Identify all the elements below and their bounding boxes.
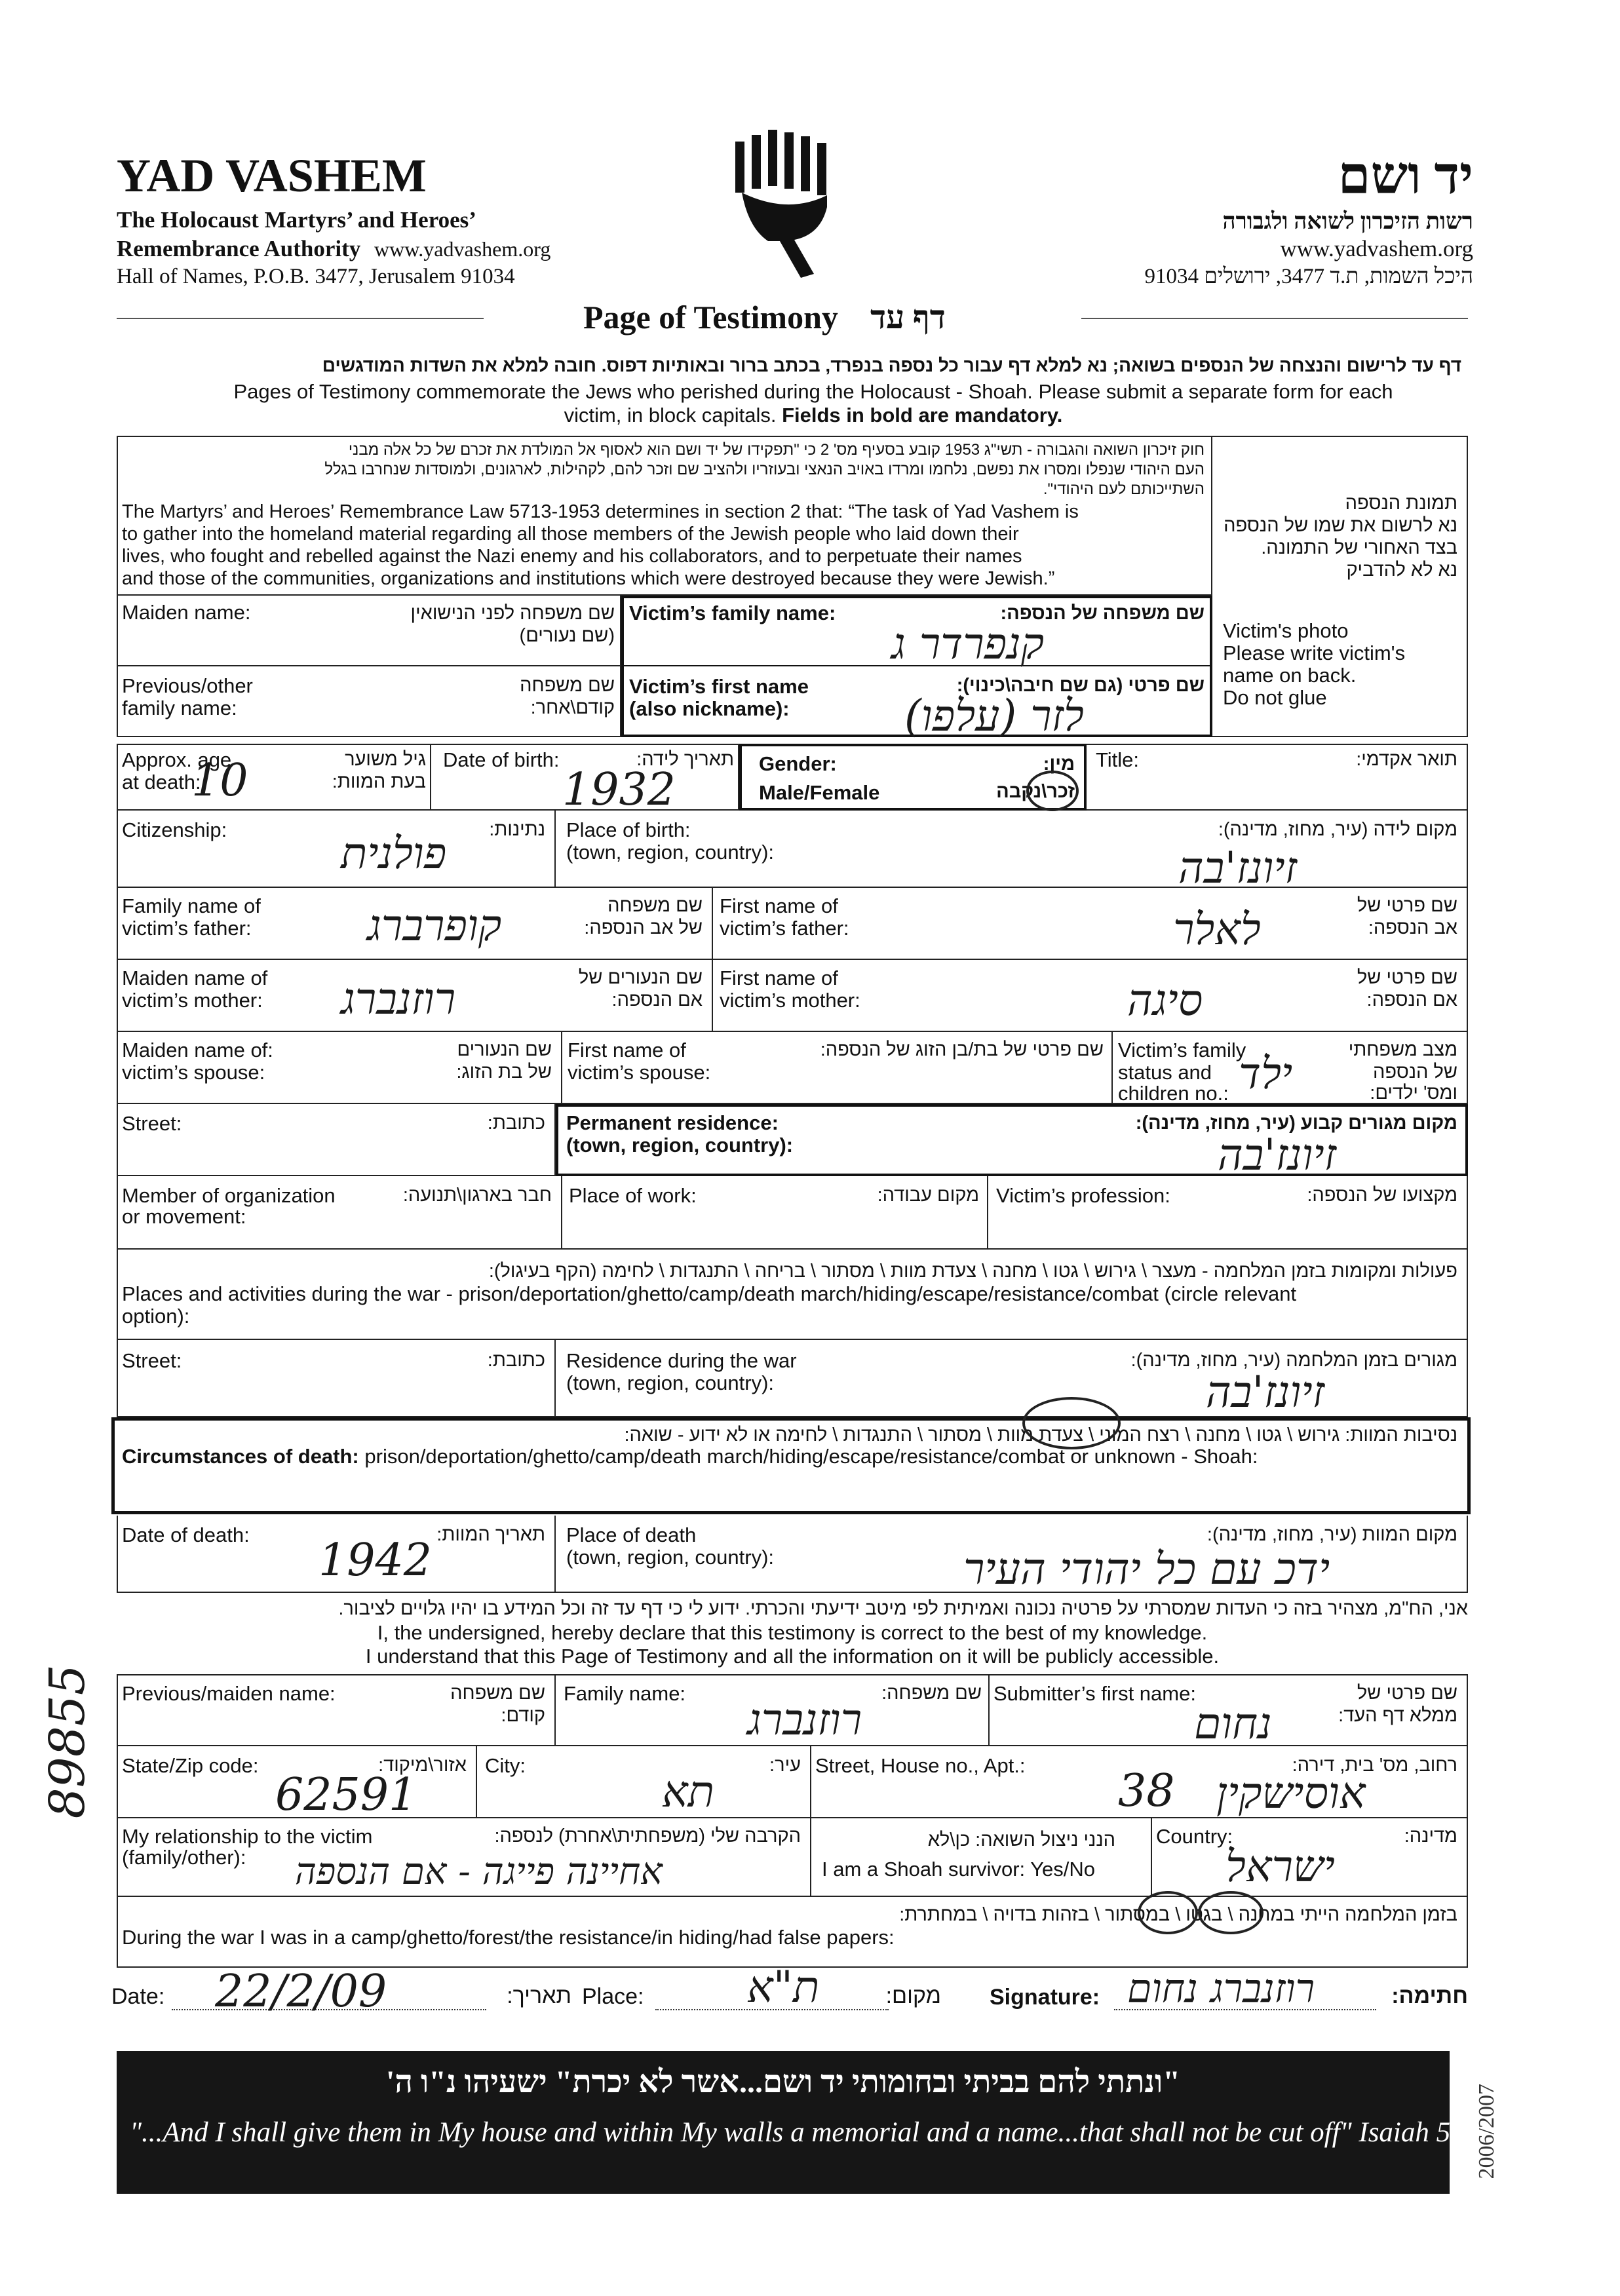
place-label-he: מקום: — [885, 1983, 941, 2008]
city-field[interactable] — [477, 1746, 811, 1818]
city-value: תא — [662, 1767, 714, 1817]
age-label-en-1: Approx. age — [122, 748, 232, 771]
age-value: 10 — [191, 755, 248, 807]
sub-first-label-he-2: ממלא דף העד: — [1338, 1705, 1457, 1726]
pod-label-en-1: Place of death — [566, 1523, 697, 1546]
sub-first-value: נחום — [1194, 1698, 1272, 1749]
street-label-en: Street: — [122, 1112, 182, 1135]
street2-label-en: Street: — [122, 1349, 182, 1372]
country-label-en: Country: — [1156, 1825, 1233, 1848]
photo-en-1: Victim's photo — [1223, 619, 1349, 642]
maiden-label-en: Maiden name: — [122, 601, 251, 624]
dob-label-en: Date of birth: — [443, 748, 560, 771]
city-label-he: עיר: — [769, 1755, 801, 1776]
citizenship-label-en: Citizenship: — [122, 818, 227, 841]
circumstances-label-he: נסיבות המוות: גירוש \ גטו \ מחנה \ רצח המוני \ צעדת מוות \ מסתור \ התנגדות \ לחימה או לא ידוע - שואה: — [624, 1425, 1457, 1445]
member-label-en-1: Member of organization — [122, 1184, 336, 1207]
intro-en-2 — [122, 404, 1505, 427]
relationship-value: אחיינה פייגה - אם הנספה — [295, 1850, 663, 1893]
margin-number: 89855 — [39, 1664, 96, 1819]
circumstances-label-en — [122, 1445, 1258, 1468]
photo-he-3: בצד האחורי של התמונה. — [1261, 537, 1457, 558]
city-label-en: City: — [485, 1754, 526, 1777]
spouse-first-label-he: שם פרטי של בת/בן הזוג של הנספה: — [820, 1039, 1104, 1060]
law-he-2: העם היהודי שנפלו ומסרו את נפשם, נלחמו ומרדו באויב הנאצי ובעוזריו ולהציב שם וזכר להם, לקהילות, לארגונים, ולמוסדות שנחרבו בגלל — [324, 461, 1205, 478]
date-value: 22/2/09 — [215, 1966, 387, 2018]
sub-first-label-he-1: שם פרטי של — [1357, 1683, 1457, 1704]
family-status-value: ילד — [1239, 1048, 1293, 1099]
intro-he: דף עד לרישום והנצחה של הנספים בשואה; נא למלא דף עבור כל נספה בנפרד, בכתב ברור ובאותיות דפוס. חובה למלא את השדות המודגשים — [322, 355, 1461, 375]
mother-maiden-label-en-2: victim’s mother: — [122, 989, 263, 1012]
footer-year: 2006/2007 — [1475, 2084, 1499, 2179]
mother-first-label-en-1: First name of — [720, 966, 838, 989]
law-en-2: to gather into the homeland material regarding all those members of the Jewish people who laid down their — [122, 524, 1019, 545]
mother-first-label-en-2: victim’s mother: — [720, 989, 860, 1012]
org-sub2: Remembrance Authority — [117, 236, 361, 261]
address-he: היכל השמות, ת.ד 3477, ירושלים 91034 — [1144, 265, 1473, 288]
website-en: www.yadvashem.org — [374, 237, 551, 261]
family-status-label-en-3: children no.: — [1118, 1082, 1229, 1105]
gender-label-he-1: מין: — [1043, 754, 1075, 775]
rel-label-en-1: My relationship to the victim — [122, 1825, 373, 1848]
org-name-he: יד ושם — [1338, 147, 1473, 205]
signature-label-en: Signature: — [990, 1985, 1100, 2010]
survivor-label-he: הנני ניצול השואה: כן\לא — [927, 1829, 1115, 1850]
circumstances-label-en-bold: Circumstances of death: — [122, 1445, 359, 1468]
mother-maiden-label-he-1: שם הנעורים של — [578, 967, 703, 988]
photo-en-2: Please write victim's — [1223, 641, 1406, 664]
war-res-label-en-2: (town, region, country): — [566, 1371, 775, 1394]
house-label-he: רחוב, מס' בית, דירה: — [1292, 1755, 1457, 1776]
spouse-maiden-label-he-2: של בת הזוג: — [456, 1062, 552, 1082]
law-he-1: חוק זיכרון השואה והגבורה - תשי"ג 1953 קובע בסעיף מס' 2 כי "תפקידו של יד ושם הוא לאסוף אל המולדת את זכרם של כל אלה מבני — [348, 441, 1205, 459]
mother-first-label-he-1: שם פרטי של — [1357, 967, 1457, 988]
rel-label-en-2: (family/other): — [122, 1846, 246, 1869]
war-res-label-he: מגורים בזמן המלחמה (עיר, מחוז, מדינה): — [1130, 1350, 1457, 1371]
header-rule-right — [1081, 318, 1468, 319]
war-res-label-en-1: Residence during the war — [566, 1349, 797, 1372]
signature-value[interactable]: רוזנברג נחום — [1127, 1966, 1315, 2012]
spouse-first-label-en-2: victim’s spouse: — [568, 1061, 711, 1084]
family-name-value: קנפרדר ג — [891, 619, 1045, 669]
title-label-he: תואר אקדמי: — [1356, 749, 1457, 770]
profession-label-he: מקצועו של הנספה: — [1307, 1185, 1457, 1206]
family-status-label-en-2: status and — [1118, 1061, 1212, 1084]
family-status-label-he-2: של הנספה — [1372, 1062, 1457, 1082]
age-label-he-2: בעת המוות: — [332, 771, 426, 792]
place-label-en: Place: — [582, 1984, 644, 2009]
father-family-label-he-1: שם משפחה — [608, 895, 703, 916]
intro-en-line1: Pages of Testimony commemorate the Jews who perished during the Holocaust - Shoah. Please submit a separate form for each — [233, 380, 1393, 403]
profession-label-en: Victim’s profession: — [996, 1184, 1170, 1207]
activities-label-en-2: option): — [122, 1305, 190, 1328]
gender-label-en-1: Gender: — [759, 752, 837, 775]
activities-label-en-1: Places and activities during the war - prison/deportation/ghetto/camp/death march/hiding/escape/resistance/combat (circle relevant — [122, 1282, 1297, 1305]
maiden-label-he-2: (שם נעורים) — [519, 625, 615, 646]
war-res-value: זיונז'בה — [1206, 1367, 1325, 1417]
first-label-he: שם פרטי (גם שם חיבה\כינוי): — [956, 675, 1205, 696]
father-first-label-he-2: אב הנספה: — [1368, 917, 1457, 938]
page-title-en: Page of Testimony — [583, 299, 838, 335]
street2-label-he: כתובת: — [487, 1350, 545, 1371]
camp-label-he: בזמן המלחמה הייתי במחנה \ בגטו \ במסתור \ בזהות בדויה \ במחתרת: — [899, 1904, 1457, 1925]
mother-first-value: סיגה — [1127, 975, 1203, 1025]
prev-label-en-1: Previous/other — [122, 674, 253, 697]
yad-vashem-logo — [729, 130, 843, 280]
intro-en-1 — [122, 380, 1505, 404]
pod-label-he: מקום המוות (עיר, מחוז, מדינה): — [1206, 1524, 1457, 1545]
survivor-label-en: I am a Shoah survivor: Yes/No — [822, 1858, 1096, 1881]
sub-prev-label-he-1: שם משפחה — [450, 1683, 545, 1704]
father-first-label-en-1: First name of — [720, 894, 838, 917]
sub-family-label-en: Family name: — [564, 1682, 686, 1705]
member-label-he: חבר בארגון\תנועה: — [402, 1185, 552, 1206]
pob-label-en-1: Place of birth: — [566, 818, 691, 841]
org-sub1: The Holocaust Martyrs’ and Heroes’ — [117, 207, 476, 233]
first-label-en-1: Victim’s first name — [629, 675, 809, 698]
family-label-en: Victim’s family name: — [629, 602, 836, 624]
father-first-label-he-1: שם פרטי של — [1357, 895, 1457, 916]
dob-label-he: תאריך לידה: — [636, 749, 734, 770]
country-label-he: מדינה: — [1404, 1826, 1457, 1846]
citizenship-value: פולנית — [341, 828, 447, 879]
sub-first-label-en: Submitter’s first name: — [993, 1682, 1196, 1705]
age-label-he-1: גיל משוער — [345, 749, 426, 770]
zip-value: 62591 — [275, 1769, 417, 1821]
father-first-label-en-2: victim’s father: — [720, 917, 849, 940]
sub-family-value: רוזנברג — [747, 1694, 862, 1745]
street-value: אוסישקין — [1216, 1768, 1366, 1818]
prev-label-he-2: קודם\אחר: — [530, 697, 615, 718]
family-status-label-he-3: ומס' ילדים: — [1370, 1082, 1457, 1103]
page-title-he: דף עד — [870, 299, 946, 335]
declare-he: אני, הח"מ, מצהיר בזה כי העדות שמסרתי על פרטיה נכונה ואמיתית לפי מיטב ידיעתי והכרתי. ידוע לי כי דף עד זה וכל המידע בו יהיו גלויים לציבור. — [338, 1598, 1468, 1619]
house-label-en: Street, House no., Apt.: — [815, 1754, 1026, 1777]
camp-label-en: During the war I was in a camp/ghetto/forest/the resistance/in hiding/had false papers: — [122, 1926, 895, 1949]
intro-en-bold: Fields in bold are mandatory. — [782, 404, 1063, 427]
age-label-en-2: at death: — [122, 771, 201, 794]
work-label-he: מקום עבודה: — [877, 1185, 979, 1206]
photo-en-3: name on back. — [1223, 664, 1357, 687]
member-label-en-2: or movement: — [122, 1205, 246, 1228]
spouse-first-label-en-1: First name of — [568, 1039, 686, 1062]
gender-male-circle — [1026, 771, 1079, 811]
law-he-3: השתייכותם לעם היהודי". — [1043, 480, 1205, 498]
pod-value: ידכ עם כל יהודי העיר — [963, 1544, 1330, 1594]
perm-res-label-he: מקום מגורים קבוע (עיר, מחוז, מדינה): — [1135, 1113, 1457, 1134]
header-rule-left — [117, 318, 484, 319]
father-first-value: לאלר — [1173, 904, 1261, 955]
org-sub-he: רשות הזיכרון לשואה ולגבורה — [1222, 208, 1473, 234]
website-he: www.yadvashem.org — [1280, 236, 1473, 261]
camp-circle — [1198, 1891, 1263, 1934]
mother-maiden-label-he-2: אם הנספה: — [611, 989, 703, 1010]
photo-he-1: תמונת הנספה — [1345, 493, 1457, 514]
photo-he-4: נא לא להדביק — [1346, 560, 1457, 581]
date-label-en: Date: — [111, 1984, 165, 2009]
pob-label-he: מקום לידה (עיר, מחוז, מדינה): — [1218, 819, 1457, 840]
rel-label-he: הקרבה שלי (משפחתית\אחרת) לנספה: — [494, 1826, 801, 1846]
first-label-en-2: (also nickname): — [629, 697, 790, 720]
sub-family-label-he: שם משפחה: — [881, 1683, 982, 1704]
work-label-en: Place of work: — [569, 1184, 697, 1207]
house-no-value: 38 — [1118, 1765, 1175, 1817]
zip-label-en: State/Zip code: — [122, 1754, 259, 1777]
dod-label-he: תאריך המוות: — [436, 1524, 545, 1545]
sub-prev-label-en: Previous/maiden name: — [122, 1682, 336, 1705]
place-value: ת"א — [747, 1962, 820, 2012]
law-en-3: lives, who fought and rebelled against the Nazi enemy and his collaborators, and to perpetuate their names — [122, 546, 1022, 567]
father-family-label-en-1: Family name of — [122, 894, 261, 917]
photo-he-2: נא לרשום את שמו של הנספה — [1224, 515, 1457, 536]
intro-en-line2: victim, in block capitals. — [564, 404, 777, 427]
street-label-he: כתובת: — [487, 1113, 545, 1134]
perm-res-label-en-1: Permanent residence: — [566, 1111, 779, 1134]
family-status-label-he-1: מצב משפחתי — [1348, 1039, 1457, 1060]
title-label-en: Title: — [1096, 748, 1140, 771]
photo-en-4: Do not glue — [1223, 686, 1327, 709]
date-label-he: תאריך: — [507, 1983, 571, 2008]
org-name-en: YAD VASHEM — [117, 149, 427, 202]
zip-label-he: אזור\מיקוד: — [378, 1755, 467, 1776]
law-en-1: The Martyrs’ and Heroes’ Remembrance Law 5713-1953 determines in section 2 that: “The task of Yad Vashem is — [122, 501, 1079, 522]
father-family-label-en-2: victim’s father: — [122, 917, 252, 940]
perm-res-value: זיונז'בה — [1218, 1130, 1337, 1180]
dod-value: 1942 — [318, 1535, 433, 1586]
circumstances-label-en-rest: prison/deportation/ghetto/camp/death march/hiding/escape/resistance/combat or unknown - Shoah: — [364, 1445, 1258, 1468]
spouse-maiden-label-en-1: Maiden name of: — [122, 1039, 273, 1062]
first-name-value: לזר (עלפו) — [904, 691, 1084, 741]
father-family-label-he-2: של אב הנספה: — [584, 917, 703, 938]
org-sub2-line — [117, 236, 550, 262]
pob-value: זיונז'בה — [1178, 843, 1298, 893]
prev-label-en-2: family name: — [122, 697, 237, 719]
citizenship-label-he: נתינות: — [489, 819, 545, 840]
declare-en-2: I understand that this Page of Testimony and all the information on it will be publicly accessible. — [365, 1645, 1220, 1668]
ghetto-circle — [1138, 1891, 1198, 1934]
gender-label-he-2: זכר\נקבה — [996, 781, 1075, 802]
maiden-label-he-1: שם משפחה לפני הנישואין — [410, 603, 615, 624]
signature-label-he: חתימה: — [1391, 1983, 1468, 2008]
declare-en-1: I, the undersigned, hereby declare that this testimony is correct to the best of my knowledge. — [377, 1621, 1208, 1644]
gender-label-en-2: Male/Female — [759, 781, 880, 804]
pod-label-en-2: (town, region, country): — [566, 1546, 775, 1569]
sub-prev-label-he-2: קודם: — [501, 1705, 545, 1726]
law-en-4: and those of the communities, organizations and institutions which were destroyed because they were Jewish.” — [122, 568, 1055, 589]
mother-maiden-value: רוזנברג — [341, 974, 456, 1024]
spouse-maiden-label-en-2: victim’s spouse: — [122, 1061, 265, 1084]
mother-first-label-he-2: אם הנספה: — [1366, 989, 1457, 1010]
address-en: Hall of Names, P.O.B. 3477, Jerusalem 91034 — [117, 265, 515, 288]
family-status-label-en-1: Victim’s family — [1118, 1039, 1246, 1062]
spouse-maiden-label-he-1: שם הנעורים — [457, 1039, 552, 1060]
dod-label-en: Date of death: — [122, 1523, 250, 1546]
father-family-value: קופרברג — [367, 900, 502, 951]
dob-value: 1932 — [562, 764, 676, 816]
footer-quote-he: "ונתתי להם בביתי ובחומותי יד ושם...אשר לא יכרת" ישעיהו נ"ו ה' — [386, 2065, 1180, 2099]
mother-maiden-label-en-1: Maiden name of — [122, 966, 268, 989]
country-value: ישראל — [1225, 1841, 1335, 1892]
footer-quote-en: "...And I shall give them in My house and within My walls a memorial and a name...that shall not be cut off" Isaiah 56:5 — [130, 2117, 1488, 2148]
activities-label-he: פעולות ומקומות בזמן המלחמה - מעצר \ גירוש \ גטו \ מחנה \ צעדת מוות \ מסתור \ בריחה \ התנגדות \ לחימה (הקף בעיגול): — [488, 1261, 1457, 1282]
prev-label-he-1: שם משפחה — [520, 675, 615, 696]
perm-res-label-en-2: (town, region, country): — [566, 1134, 794, 1157]
family-label-he: שם משפחה של הנספה: — [1000, 603, 1205, 624]
pob-label-en-2: (town, region, country): — [566, 841, 775, 864]
mass-murder-circle — [1022, 1397, 1121, 1449]
